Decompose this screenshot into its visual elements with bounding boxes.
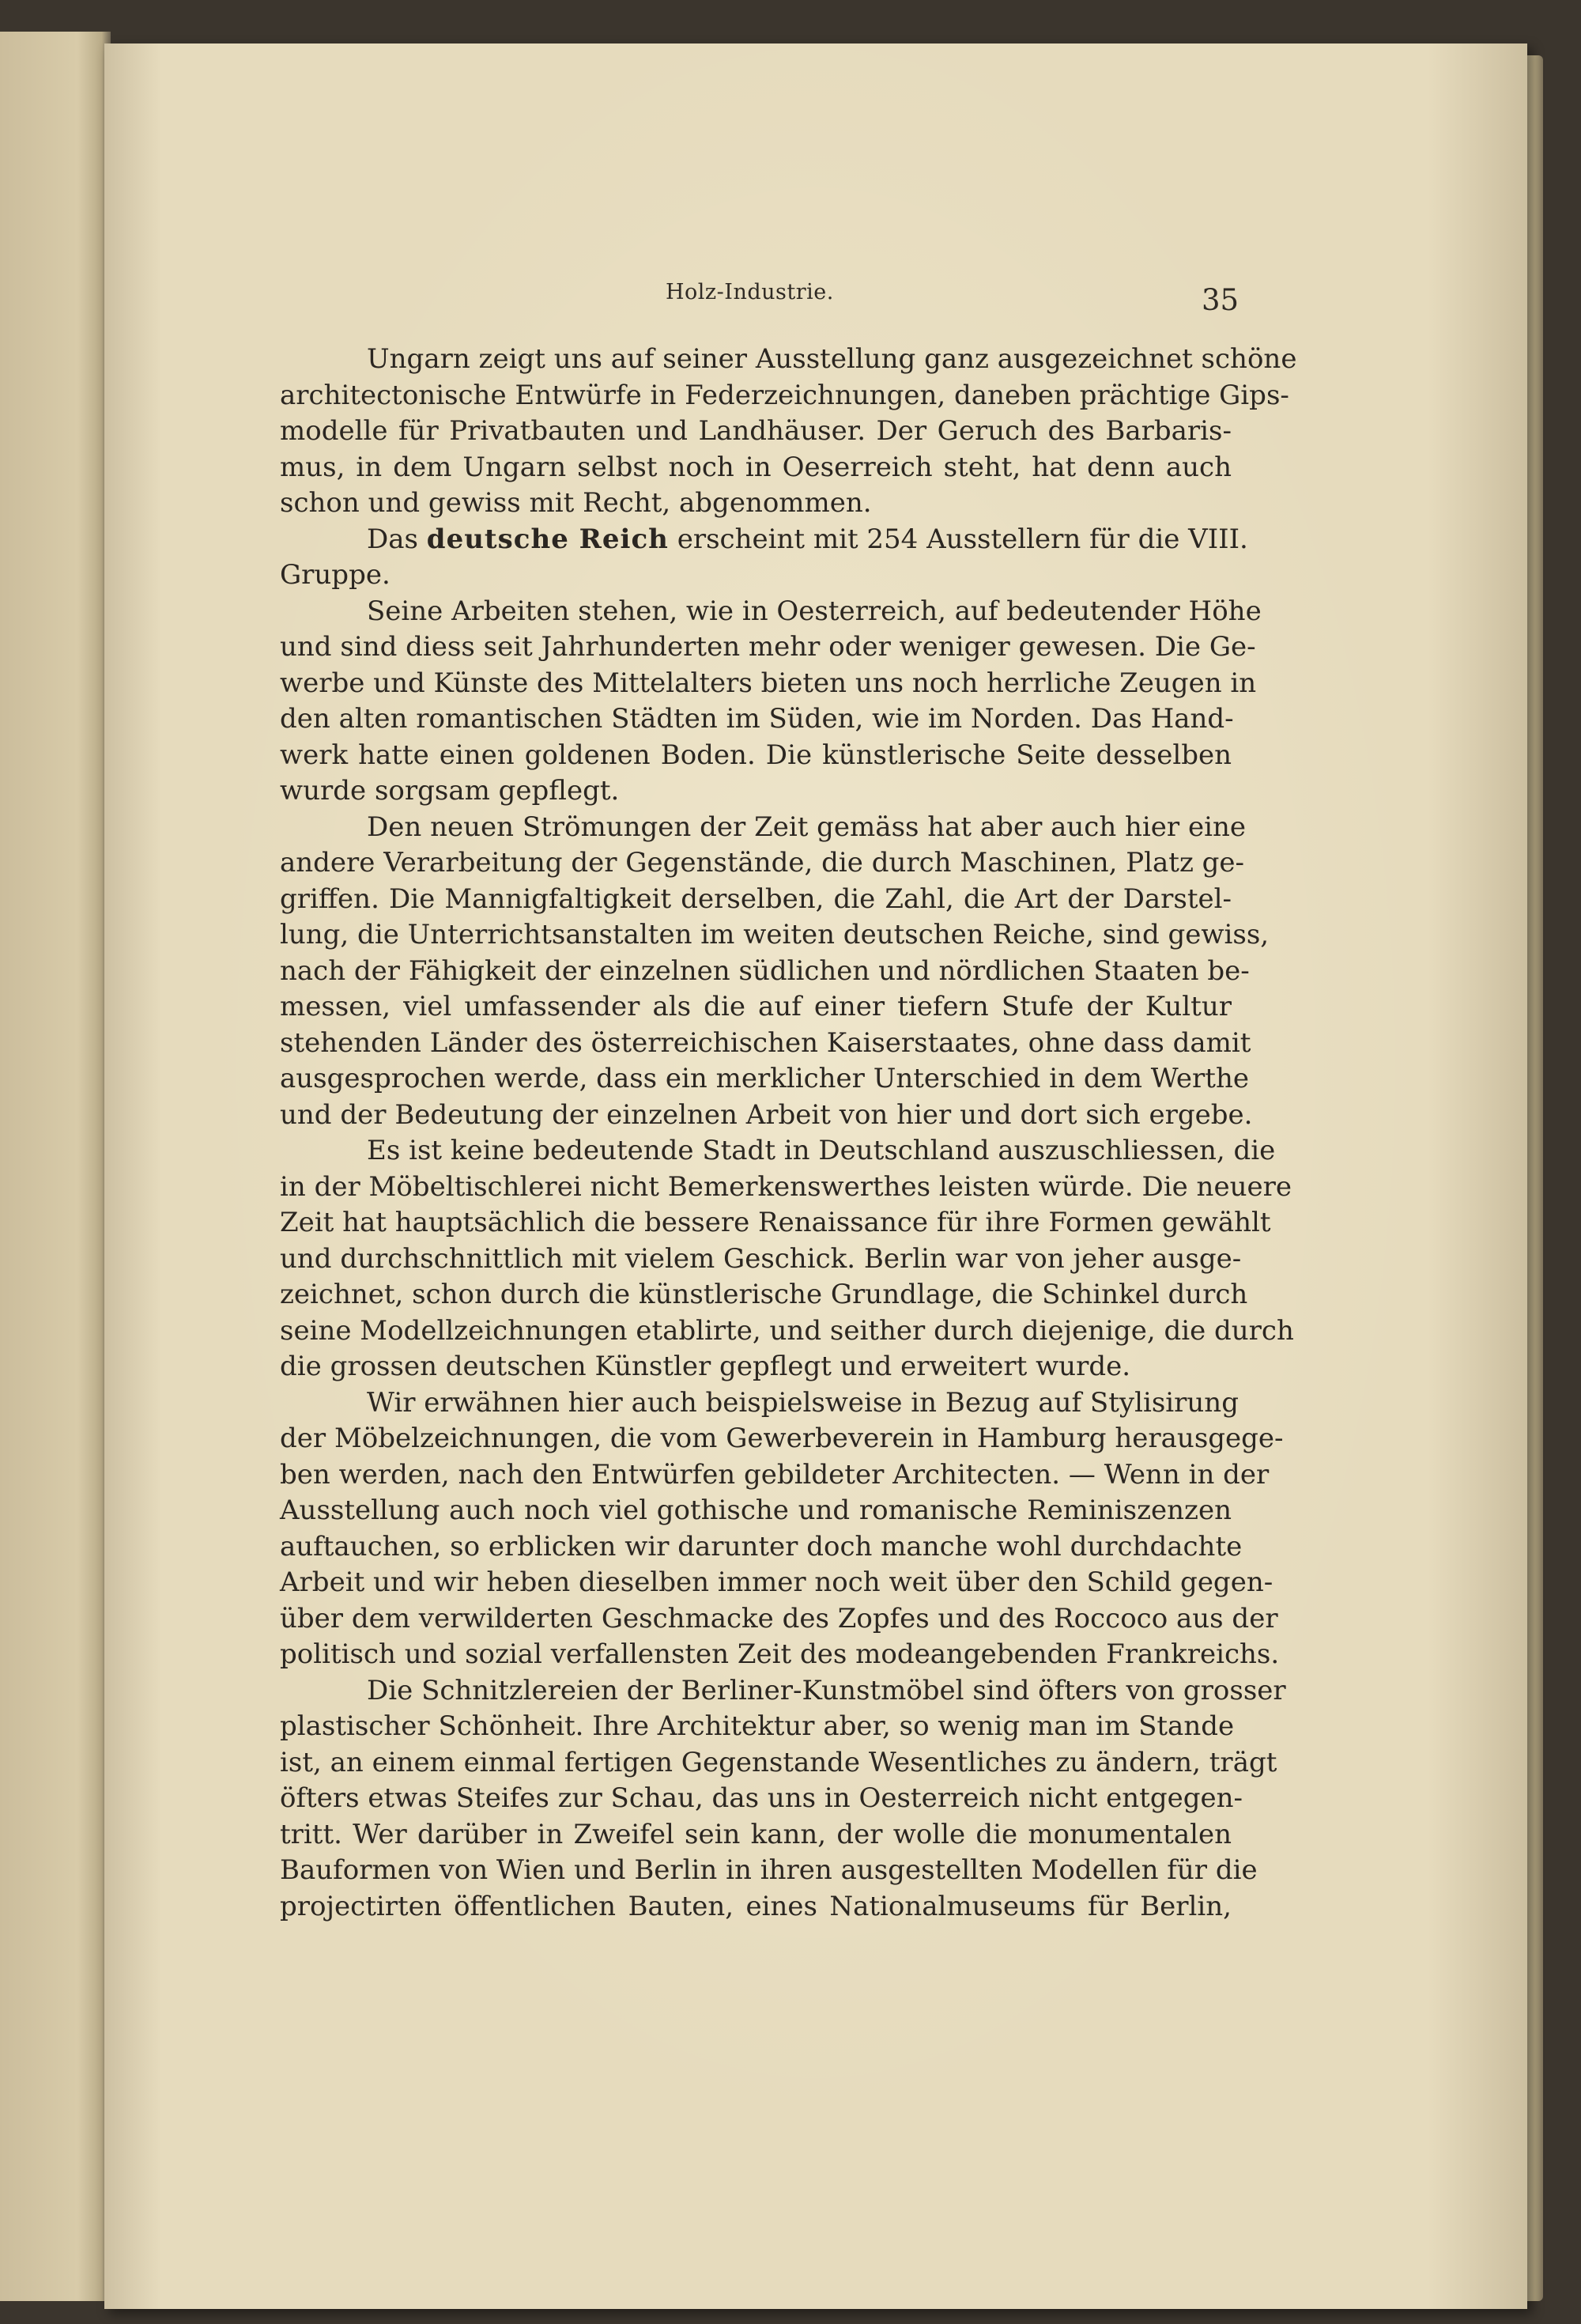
- left-page-edge: [0, 32, 111, 2301]
- text-line: werk hatte einen goldenen Boden. Die künstlerische Seite desselben: [280, 739, 1232, 771]
- text-line: Arbeit und wir heben dieselben immer noch weit über den Schild gegen-: [280, 1566, 1273, 1598]
- text-line: stehenden Länder des österreichischen Kaiserstaates, ohne dass damit: [280, 1026, 1251, 1059]
- text-line: seine Modellzeichnungen etablirte, und seither durch diejenige, die durch: [280, 1314, 1294, 1347]
- text-line: Ausstellung auch noch viel gothische und romanische Reminiszenzen: [280, 1495, 1232, 1526]
- text-line: die grossen deutschen Künstler gepflegt und erweitert wurde.: [280, 1351, 1131, 1382]
- text-line: schon und gewiss mit Recht, abgenommen.: [280, 487, 872, 519]
- text-line: nach der Fähigkeit der einzelnen südlichen und nördlichen Staaten be-: [280, 954, 1250, 987]
- text-line: [280, 522, 1248, 558]
- text-line: Es ist keine bedeutende Stadt in Deutschland auszuschliessen, die: [367, 1135, 1276, 1166]
- text-line: auftauchen, so erblicken wir darunter doch manche wohl durchdachte: [280, 1530, 1243, 1563]
- text-line: Ungarn zeigt uns auf seiner Ausstellung ganz ausgezeichnet schöne: [367, 343, 1297, 375]
- text-line: und durchschnittlich mit vielem Geschick. Berlin war von jeher ausge-: [280, 1242, 1242, 1275]
- text-line: und sind diess seit Jahrhunderten mehr oder weniger gewesen. Die Ge-: [280, 631, 1256, 663]
- text-line: ausgesprochen werde, dass ein merklicher Unterschied in dem Werthe: [280, 1063, 1249, 1094]
- text-line: architectonische Entwürfe in Federzeichnungen, daneben prächtige Gips-: [280, 379, 1289, 411]
- text-line: Wir erwähnen hier auch beispielsweise in Bezug auf Stylisirung: [367, 1386, 1239, 1419]
- text-segment: Das: [367, 523, 427, 555]
- text-line: Seine Arbeiten stehen, wie in Oesterreich, auf bedeutender Höhe: [367, 595, 1262, 627]
- text-line: griffen. Die Mannigfaltigkeit derselben, die Zahl, die Art der Darstel-: [280, 882, 1232, 915]
- text-line: ist, an einem einmal fertigen Gegenstande Wesentliches zu ändern, trägt: [280, 1746, 1277, 1778]
- body-text: [280, 342, 1297, 1925]
- text-line: ben werden, nach den Entwürfen gebildeter Architecten. — Wenn in der: [280, 1458, 1270, 1491]
- text-line: plastischer Schönheit. Ihre Architektur aber, so wenig man im Stande: [280, 1710, 1235, 1742]
- text-line: öfters etwas Steifes zur Schau, das uns in Oesterreich nicht entgegen-: [280, 1782, 1243, 1814]
- text-line: Bauformen von Wien und Berlin in ihren ausgestellten Modellen für die: [280, 1854, 1258, 1886]
- text-line: werbe und Künste des Mittelalters bieten uns noch herrliche Zeugen in: [280, 667, 1257, 699]
- text-line: tritt. Wer darüber in Zweifel sein kann, der wolle die monumentalen: [280, 1818, 1232, 1850]
- text-line: und der Bedeutung der einzelnen Arbeit von hier und dort sich ergebe.: [280, 1098, 1253, 1131]
- text-line: Den neuen Strömungen der Zeit gemäss hat aber auch hier eine: [367, 811, 1247, 843]
- text-line: Zeit hat hauptsächlich die bessere Renaissance für ihre Formen gewählt: [280, 1207, 1271, 1238]
- text-line: Gruppe.: [280, 559, 391, 591]
- text-line: der Möbelzeichnungen, die vom Gewerbeverein in Hamburg herausgege-: [280, 1423, 1284, 1454]
- text-segment: erscheint mit 254 Ausstellern für die VIII.: [668, 523, 1248, 555]
- text-line: projectirten öffentlichen Bauten, eines Nationalmuseums für Berlin,: [280, 1890, 1232, 1922]
- text-line: den alten romantischen Städten im Süden, wie im Norden. Das Hand-: [280, 703, 1234, 735]
- emphasis-deutsche-reich: deutsche Reich: [426, 523, 669, 555]
- text-line: wurde sorgsam gepflegt.: [280, 775, 620, 807]
- text-line: politisch und sozial verfallensten Zeit des modeangebenden Frankreichs.: [280, 1638, 1280, 1670]
- text-line: lung, die Unterrichtsanstalten im weiten deutschen Reiche, sind gewiss,: [280, 919, 1270, 950]
- text-line: zeichnet, schon durch die künstlerische Grundlage, die Schinkel durch: [280, 1279, 1248, 1310]
- page-number: 35: [1202, 283, 1240, 317]
- text-line: mus, in dem Ungarn selbst noch in Oeserreich steht, hat denn auch: [280, 451, 1232, 483]
- running-head: Holz-Industrie.: [666, 280, 834, 304]
- text-line: andere Verarbeitung der Gegenstände, die durch Maschinen, Platz ge-: [280, 847, 1245, 879]
- text-line: modelle für Privatbauten und Landhäuser. Der Geruch des Barbaris-: [280, 415, 1232, 447]
- text-line: über dem verwilderten Geschmacke des Zopfes und des Roccoco aus der: [280, 1602, 1278, 1634]
- text-line: Die Schnitzlereien der Berliner-Kunstmöbel sind öfters von grosser: [367, 1674, 1286, 1706]
- text-line: messen, viel umfassender als die auf einer tiefern Stufe der Kultur: [280, 991, 1232, 1022]
- text-line: in der Möbeltischlerei nicht Bemerkenswerthes leisten würde. Die neuere: [280, 1170, 1292, 1203]
